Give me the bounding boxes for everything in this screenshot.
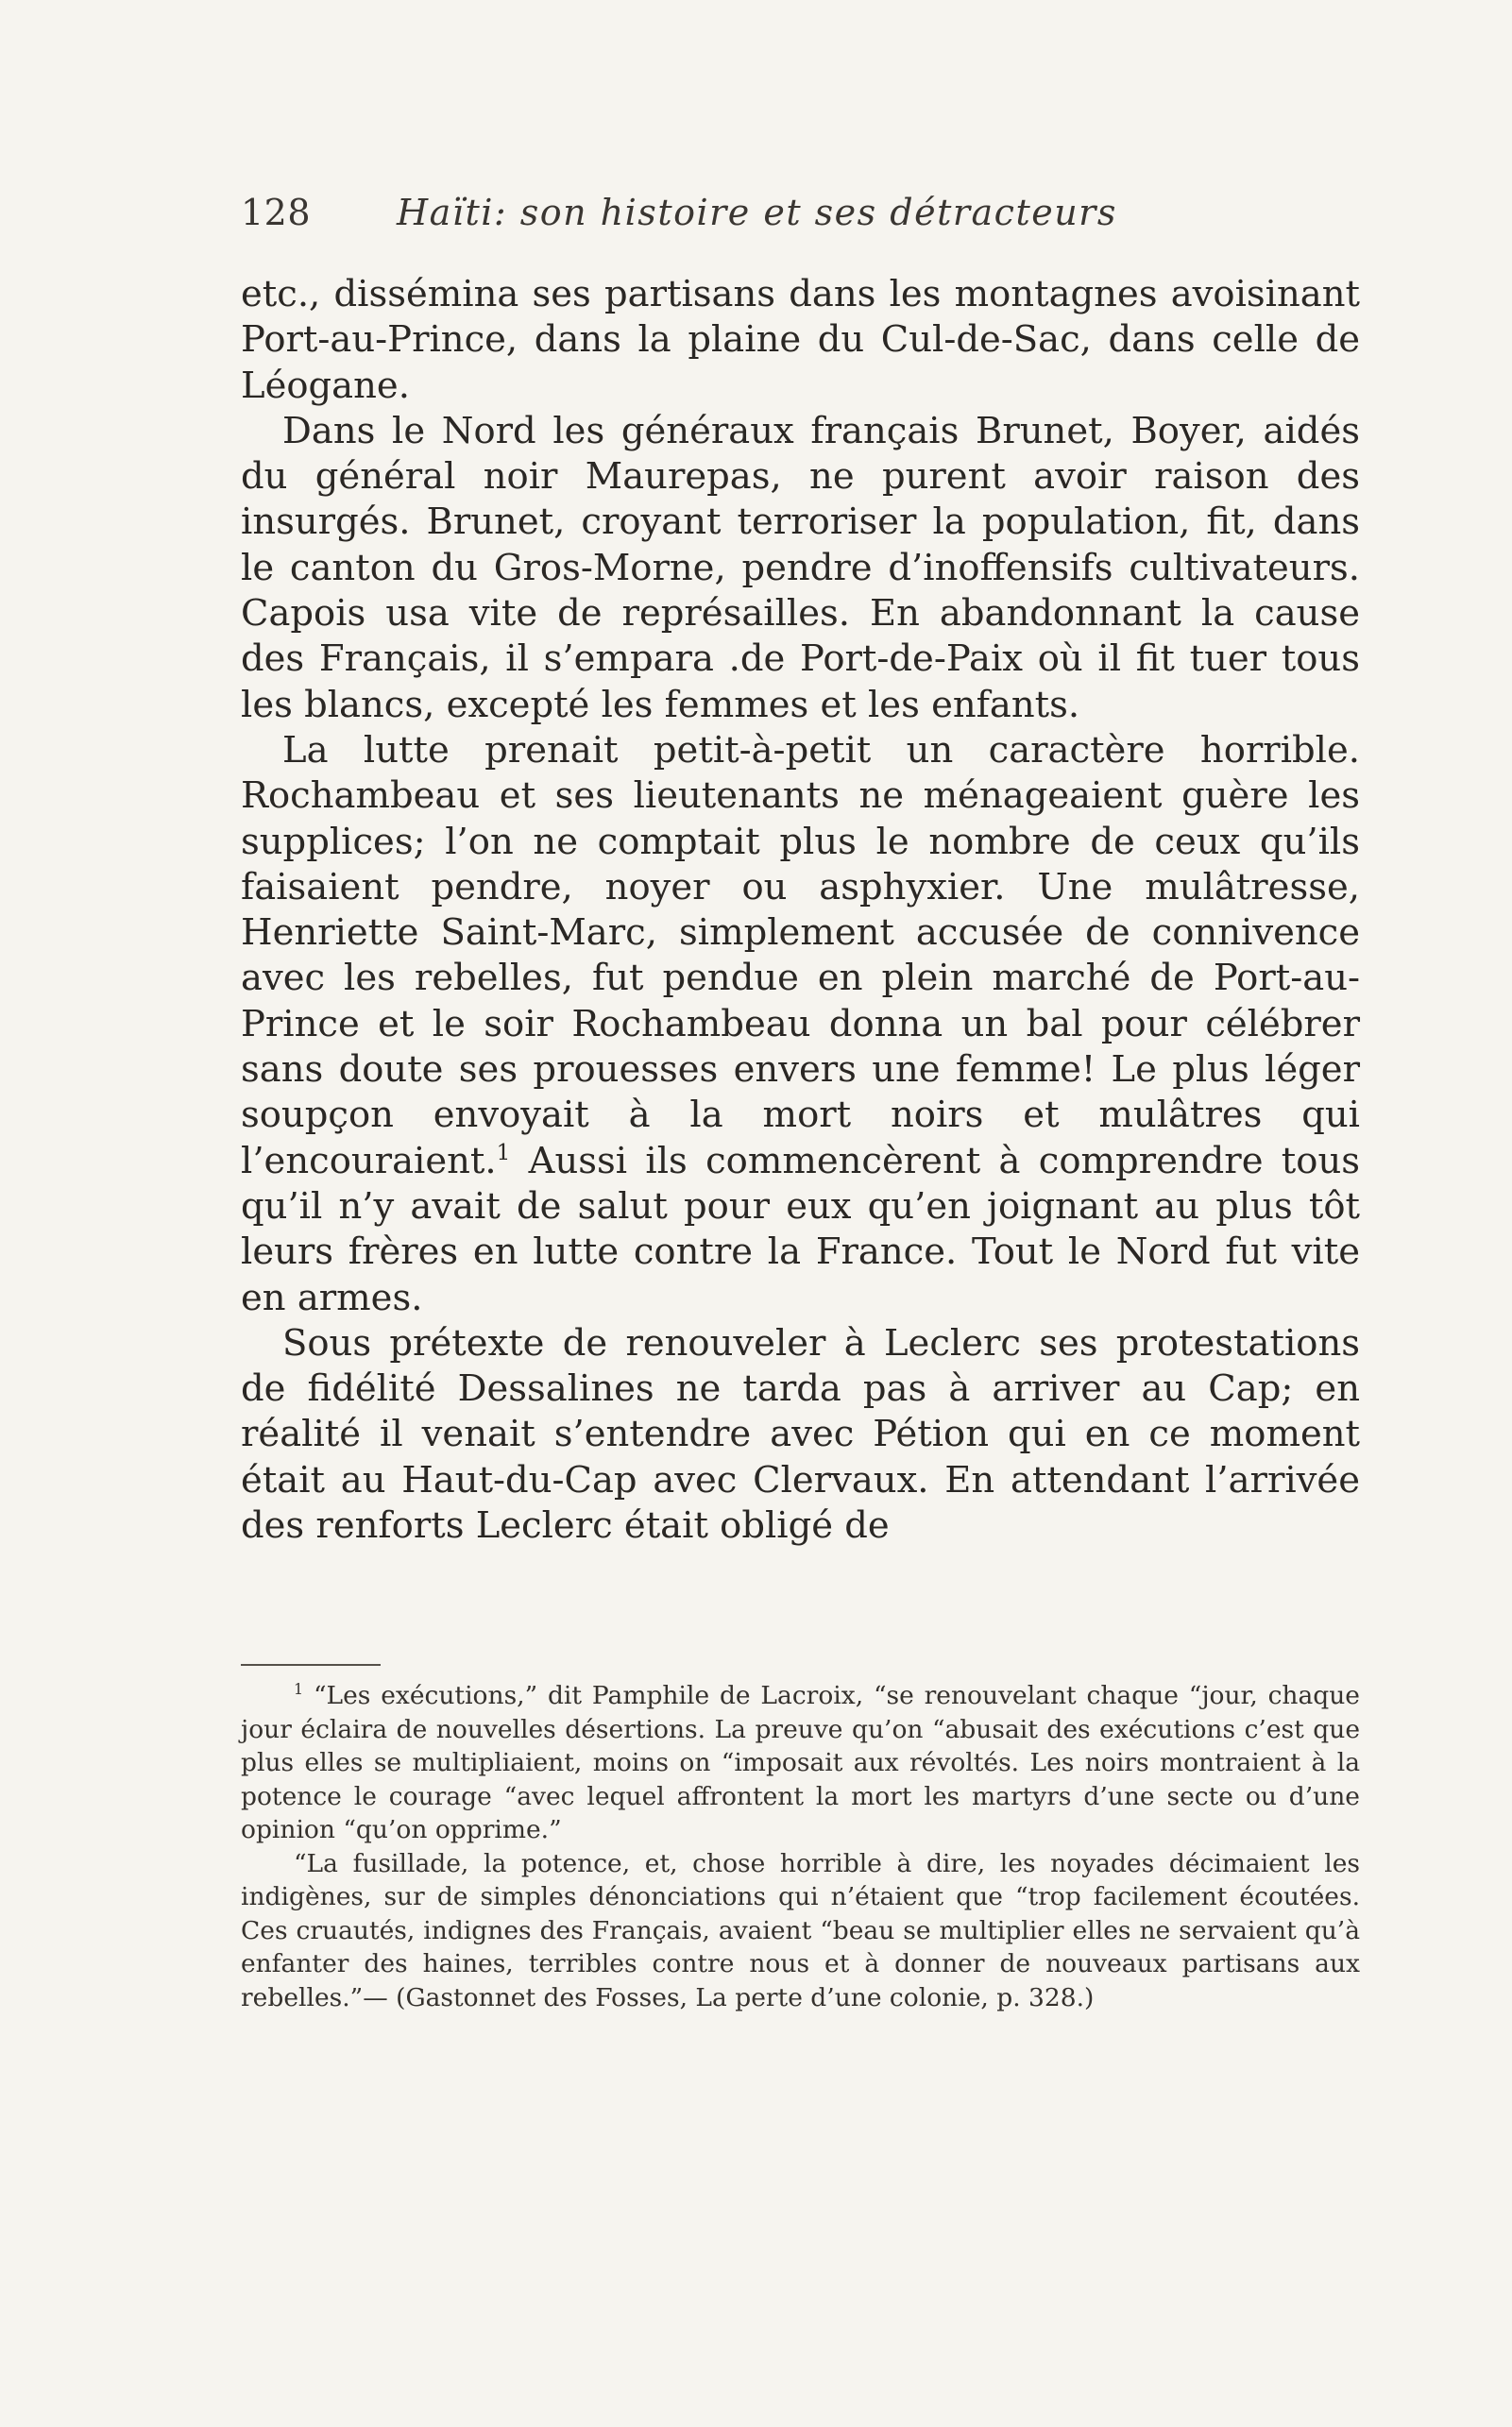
- page-header: [241, 192, 1365, 245]
- footnote-text: “Les exécutions,” dit Pamphile de Lacroix, “se renouvelant chaque “jour, chaque jour éclaira de nouvelles désertions. La preuve qu’on “abusait des exécutions c’est que plus elles se multipliaient, moins on “imposait aux révoltés. Les noirs montraient à la potence le courage “avec lequel affrontent la mort les martyrs d’une secte ou d’une opinion “qu’on opprime.”: [241, 1681, 1360, 1844]
- footnote-reference: 1: [496, 1140, 511, 1165]
- footnotes: [241, 1679, 1360, 2014]
- paragraph: [241, 728, 1360, 1321]
- paragraph: Dans le Nord les généraux français Brunet, Boyer, aidés du général noir Maurepas, ne purent avoir raison des insurgés. Brunet, croyant terroriser la population, fit, dans le canton du Gros-Morne, pendre d’inoffensifs cultivateurs. Capois usa vite de représailles. En abandonnant la cause des Français, il s’empara .de Port-de-Paix où il fit tuer tous les blancs, excepté les femmes et les enfants.: [241, 409, 1360, 726]
- main-text: [241, 272, 1360, 1549]
- paragraph-text: Aussi ils commencèrent à comprendre tous qu’il n’y avait de salut pour eux qu’en joignant au plus tôt leurs frères en lutte contre la France. Tout le Nord fut vite en armes.: [241, 1139, 1360, 1319]
- running-title: Haïti: son histoire et ses détracteurs: [397, 192, 1117, 233]
- footnote: “La fusillade, la potence, et, chose horrible à dire, les noyades décimaient les indigènes, sur de simples dénonciations qui n’étaient que “trop facilement écoutées. Ces cruautés, indignes des Français, avaient “beau se multiplier elles ne servaient qu’à enfanter des haines, terribles contre nous et à donner de nouveaux partisans aux rebelles.”— (Gastonnet des Fosses, La perte d’une colonie, p. 328.): [241, 1848, 1360, 2012]
- page-number: 128: [241, 192, 312, 233]
- paragraph-text: La lutte prenait petit-à-petit un caractère horrible. Rochambeau et ses lieutenants ne ménageaient guère les supplices; l’on ne comptait plus le nombre de ceux qu’ils faisaient pendre, noyer ou asphyxier. Une mulâtresse, Henriette Saint-Marc, simplement accusée de connivence avec les rebelles, fut pendue en plein marché de Port-au-Prince et le soir Rochambeau donna un bal pour célébrer sans doute ses prouesses envers une femme! Le plus léger soupçon envoyait à la mort noirs et mulâtres qui l’encouraient.: [241, 728, 1360, 1182]
- footnote: [241, 1679, 1360, 1847]
- paragraph: Sous prétexte de renouveler à Leclerc ses protestations de fidélité Dessalines ne tarda pas à arriver au Cap; en réalité il venait s’entendre avec Pétion qui en ce moment était au Haut-du-Cap avec Clervaux. En attendant l’arrivée des renforts Leclerc était obligé de: [241, 1321, 1360, 1548]
- footnote-number: 1: [294, 1680, 304, 1699]
- footnote-divider: [241, 1664, 381, 1666]
- paragraph: etc., dissémina ses partisans dans les montagnes avoisinant Port-au-Prince, dans la plaine du Cul-de-Sac, dans celle de Léogane.: [241, 273, 1360, 407]
